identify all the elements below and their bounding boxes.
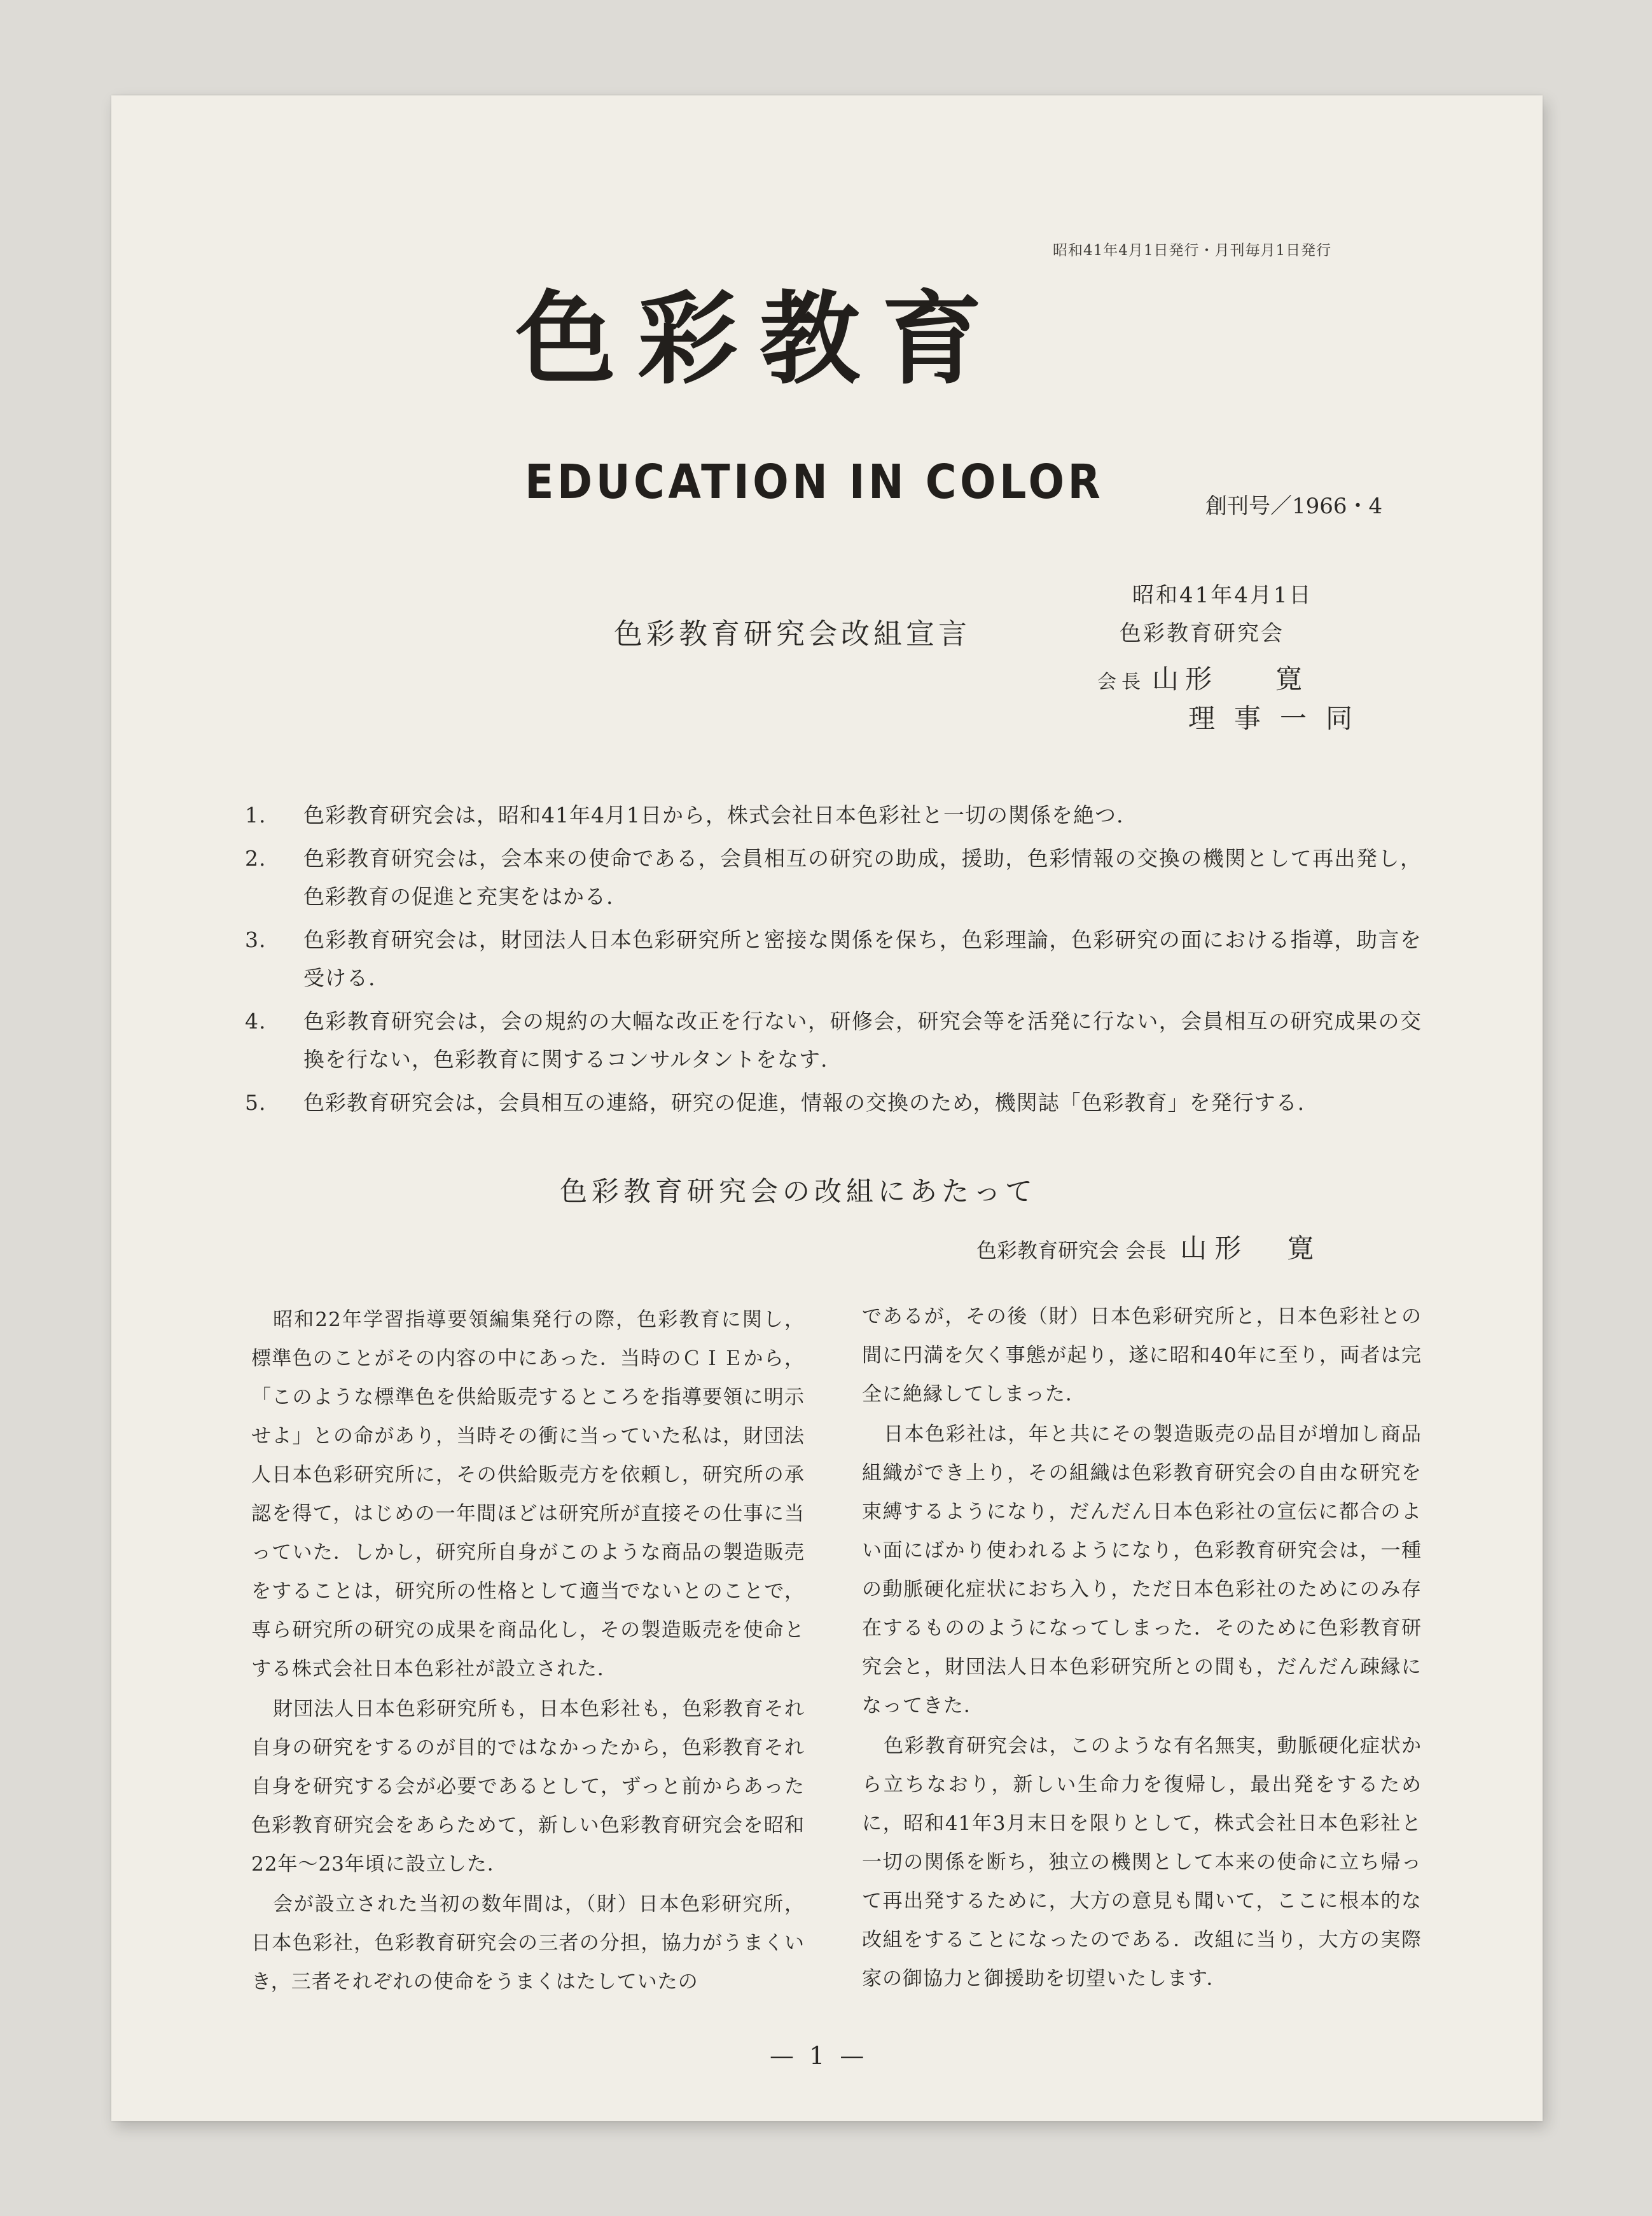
paragraph: 財団法人日本色彩研究所も，日本色彩社も，色彩教育それ自身の研究をするのが目的ではなかったから，色彩教育それ自身を研究する会が必要であるとして，ずっと前からあった色彩教育研究会をあらためて，新しい色彩教育研究会を昭和22年～23年頃に設立した． bbox=[251, 1698, 805, 1876]
declaration-list bbox=[245, 796, 1422, 1127]
paragraph: 会が設立された当初の数年間は，（財）日本色彩研究所，日本色彩社，色彩教育研究会の三者の分担，協力がうまくいき，三者それぞれの使命をうまくはたしていたの bbox=[251, 1893, 805, 1993]
byline-name: 山形 bbox=[1180, 1233, 1249, 1264]
declaration-organization: 色彩教育研究会 bbox=[1120, 621, 1284, 646]
item-number: 1. bbox=[245, 803, 267, 828]
publication-info: 昭和41年4月1日発行・月刊毎月1日発行 bbox=[1053, 242, 1332, 259]
president-name-given: 寛 bbox=[1275, 663, 1305, 695]
byline-name-given: 寛 bbox=[1287, 1233, 1314, 1264]
journal-title-japanese: 色彩教育 bbox=[515, 281, 1004, 398]
journal-title-english: EDUCATION IN COLOR bbox=[525, 455, 1104, 509]
item-number: 4. bbox=[245, 1009, 267, 1034]
declaration-board: 理事一同 bbox=[1188, 703, 1372, 734]
article-column-right bbox=[862, 1298, 1422, 2000]
issue-number: 創刊号／1966・4 bbox=[1205, 494, 1383, 519]
list-item bbox=[245, 1084, 1422, 1122]
item-text: 色彩教育研究会は，会員相互の連絡，研究の促進，情報の交換のため，機関誌「色彩教育」を発行する. bbox=[303, 1090, 1305, 1115]
byline-organization: 色彩教育研究会 bbox=[976, 1238, 1120, 1263]
item-text: 色彩教育研究会は，会本来の使命である，会員相互の研究の助成，援助，色彩情報の交換の機関として再出発し，色彩教育の促進と充実をはかる. bbox=[303, 846, 1422, 909]
paragraph-continued: であるが，その後（財）日本色彩研究所と，日本色彩社との間に円満を欠く事態が起り，遂に昭和40年に至り，両者は完全に絶縁してしまった． bbox=[862, 1305, 1422, 1406]
article-heading: 色彩教育研究会の改組にあたって bbox=[560, 1176, 1037, 1208]
item-number: 3. bbox=[245, 927, 267, 952]
president-title: 会長 bbox=[1097, 671, 1146, 693]
declaration-heading: 色彩教育研究会改組宣言 bbox=[614, 617, 971, 651]
item-number: 2. bbox=[245, 846, 267, 871]
paragraph: 日本色彩社は，年と共にその製造販売の品目が増加し商品組織ができ上り，その組織は色彩教育研究会の自由な研究を束縛するようになり，だんだん日本色彩社の宣伝に都合のよい面にばかり使われるようになり，色彩教育研究会は，一種の動脈硬化症状におち入り，ただ日本色彩社のためにのみ存在するもののようになってしまった．そのために色彩教育研究会と，財団法人日本色彩研究所との間も，だんだん疎縁になってきた． bbox=[862, 1423, 1422, 1717]
item-text: 色彩教育研究会は，会の規約の大幅な改正を行ない，研修会，研究会等を活発に行ない，会員相互の研究成果の交換を行ない，色彩教育に関するコンサルタントをなす. bbox=[303, 1009, 1422, 1072]
paragraph: 昭和22年学習指導要領編集発行の際，色彩教育に関し，標準色のことがその内容の中にあった．当時のＣＩＥから，「このような標準色を供給販売するところを指導要領に明示せよ」との命があり，当時その衝に当っていた私は，財団法人日本色彩研究所に，その供給販売方を依頼し，研究所の承認を得て，はじめの一年間ほどは研究所が直接その仕事に当っていた．しかし，研究所自身がこのような商品の製造販売をすることは，研究所の性格として適当でないとのことで，専ら研究所の研究の成果を商品化し，その製造販売を使命とする株式会社日本色彩社が設立された． bbox=[251, 1308, 805, 1680]
list-item bbox=[245, 1002, 1422, 1079]
president-name: 山形 bbox=[1152, 663, 1219, 695]
item-number: 5. bbox=[245, 1090, 267, 1115]
declaration-president bbox=[1097, 658, 1304, 696]
byline-title: 会長 bbox=[1125, 1238, 1167, 1263]
list-item bbox=[245, 796, 1422, 834]
list-item bbox=[245, 840, 1422, 916]
declaration-date: 昭和41年4月1日 bbox=[1132, 583, 1313, 608]
article-byline bbox=[976, 1228, 1314, 1266]
item-text: 色彩教育研究会は，昭和41年4月1日から，株式会社日本色彩社と一切の関係を絶つ. bbox=[303, 803, 1124, 828]
list-item bbox=[245, 921, 1422, 997]
page-number: — 1 — bbox=[770, 2042, 868, 2070]
article-column-left bbox=[251, 1301, 805, 2003]
item-text: 色彩教育研究会は，財団法人日本色彩研究所と密接な関係を保ち，色彩理論，色彩研究の面における指導，助言を受ける. bbox=[303, 927, 1422, 990]
paragraph: 色彩教育研究会は，このような有名無実，動脈硬化症状から立ちなおり，新しい生命力を復帰し，最出発をするために，昭和41年3月末日を限りとして，株式会社日本色彩社と一切の関係を断ち，独立の機関として本来の使命に立ち帰って再出発するために，大方の意見も聞いて，ここに根本的な改組をすることになったのである．改組に当り，大方の実際家の御協力と御援助を切望いたします． bbox=[862, 1735, 1422, 1990]
